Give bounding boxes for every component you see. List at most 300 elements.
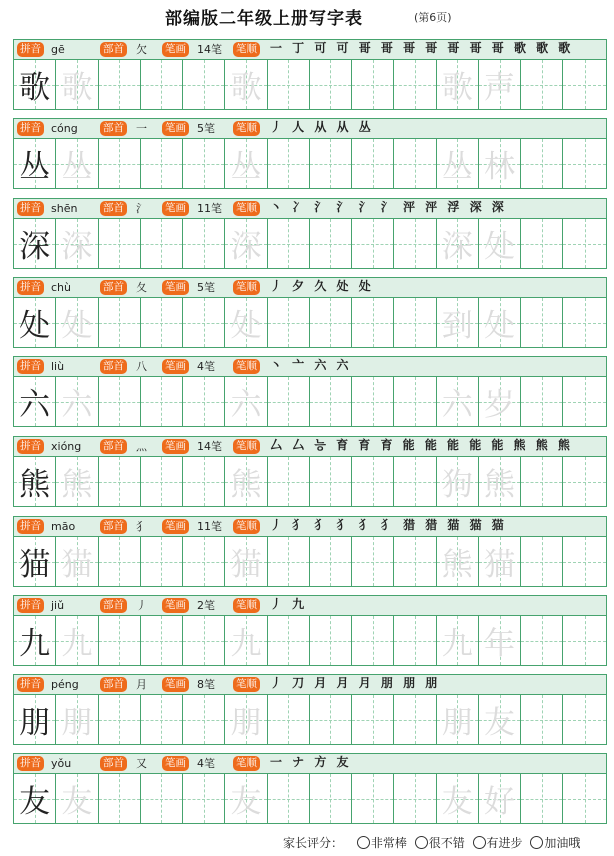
character-block <box>13 516 607 587</box>
rating-option-good[interactable]: 很不错 <box>415 836 465 850</box>
writing-grid <box>13 218 607 269</box>
pinyin-badge: 拼音 <box>17 677 44 692</box>
trace-character: 友 <box>61 784 93 820</box>
writing-cell[interactable] <box>310 774 352 823</box>
character-block <box>13 198 607 269</box>
radical-value: 欠 <box>136 43 147 56</box>
character-cell <box>225 537 267 586</box>
stroke-order-value: 丿 夕 久 处 处 <box>270 279 374 293</box>
character-info-row <box>13 118 607 139</box>
trace-character: 友 <box>230 784 262 820</box>
radio-circle-icon[interactable] <box>473 836 486 849</box>
writing-cell[interactable] <box>183 377 225 426</box>
stroke-order-badge: 笔顺 <box>233 280 260 295</box>
trace-character: 处 <box>230 308 262 344</box>
pinyin-value: liù <box>51 360 65 373</box>
example-character: 歌 <box>19 70 51 106</box>
word-character: 好 <box>484 784 516 820</box>
writing-cell[interactable] <box>310 60 352 109</box>
writing-cell[interactable] <box>352 377 394 426</box>
writing-cell[interactable] <box>521 60 563 109</box>
writing-cell[interactable] <box>563 774 605 823</box>
writing-cell[interactable] <box>141 616 183 665</box>
trace-character: 丛 <box>61 149 93 185</box>
writing-cell[interactable] <box>268 377 310 426</box>
writing-cell[interactable] <box>99 774 141 823</box>
pinyin-value: yǒu <box>51 757 72 770</box>
writing-cell[interactable] <box>521 139 563 188</box>
character-cell <box>437 219 479 268</box>
word-character: 声 <box>484 70 516 106</box>
writing-cell[interactable] <box>99 695 141 744</box>
character-cell <box>225 616 267 665</box>
writing-cell[interactable] <box>268 60 310 109</box>
character-cell <box>56 537 98 586</box>
writing-cell[interactable] <box>521 457 563 506</box>
stroke-order-badge: 笔顺 <box>233 42 260 57</box>
rating-option-improved[interactable]: 有进步 <box>473 836 523 850</box>
writing-cell[interactable] <box>183 457 225 506</box>
stroke-order-badge: 笔顺 <box>233 677 260 692</box>
stroke-order-value: 丿 九 <box>270 597 308 611</box>
word-character: 熊 <box>484 467 516 503</box>
character-block <box>13 356 607 427</box>
stroke-count-value: 4笔 <box>197 757 215 770</box>
word-character: 歌 <box>441 70 473 106</box>
stroke-count-value: 4笔 <box>197 360 215 373</box>
writing-cell[interactable] <box>141 298 183 347</box>
writing-cell[interactable] <box>310 537 352 586</box>
word-character: 猫 <box>484 547 516 583</box>
character-cell <box>437 139 479 188</box>
radical-value: 灬 <box>136 440 147 453</box>
character-cell <box>479 377 521 426</box>
stroke-count-value: 11笔 <box>197 202 222 215</box>
writing-cell[interactable] <box>352 774 394 823</box>
writing-cell[interactable] <box>141 457 183 506</box>
pinyin-badge: 拼音 <box>17 359 44 374</box>
writing-cell[interactable] <box>99 616 141 665</box>
radical-value: 一 <box>136 122 147 135</box>
stroke-count-badge: 笔画 <box>162 439 189 454</box>
character-cell <box>56 457 98 506</box>
radical-badge: 部首 <box>100 598 127 613</box>
pinyin-value: māo <box>51 520 76 533</box>
writing-cell[interactable] <box>521 774 563 823</box>
writing-cell[interactable] <box>521 219 563 268</box>
trace-character: 熊 <box>230 467 262 503</box>
pinyin-value: cóng <box>51 122 78 135</box>
character-block <box>13 595 607 666</box>
writing-cell[interactable] <box>183 537 225 586</box>
writing-cell[interactable] <box>141 377 183 426</box>
radical-value: 八 <box>136 360 147 373</box>
word-character: 到 <box>441 308 473 344</box>
character-cell <box>14 774 56 823</box>
writing-cell[interactable] <box>563 60 605 109</box>
writing-cell[interactable] <box>394 774 436 823</box>
stroke-order-badge: 笔顺 <box>233 121 260 136</box>
pinyin-badge: 拼音 <box>17 756 44 771</box>
example-character: 深 <box>19 229 51 265</box>
word-character: 友 <box>484 705 516 741</box>
writing-cell[interactable] <box>394 298 436 347</box>
writing-cell[interactable] <box>310 616 352 665</box>
pinyin-value: gē <box>51 43 65 56</box>
trace-character: 丛 <box>230 149 262 185</box>
character-cell <box>437 377 479 426</box>
character-cell <box>479 774 521 823</box>
radical-badge: 部首 <box>100 359 127 374</box>
pinyin-badge: 拼音 <box>17 42 44 57</box>
writing-cell[interactable] <box>268 298 310 347</box>
example-character: 处 <box>19 308 51 344</box>
character-cell <box>14 60 56 109</box>
character-cell <box>14 457 56 506</box>
character-cell <box>225 298 267 347</box>
trace-character: 六 <box>61 387 93 423</box>
example-character: 九 <box>19 626 51 662</box>
stroke-order-badge: 笔顺 <box>233 756 260 771</box>
writing-cell[interactable] <box>183 616 225 665</box>
writing-cell[interactable] <box>563 457 605 506</box>
writing-cell[interactable] <box>183 774 225 823</box>
writing-cell[interactable] <box>563 298 605 347</box>
word-character: 九 <box>441 626 473 662</box>
writing-cell[interactable] <box>141 219 183 268</box>
writing-cell[interactable] <box>563 219 605 268</box>
writing-cell[interactable] <box>563 139 605 188</box>
character-block <box>13 39 607 110</box>
writing-cell[interactable] <box>310 377 352 426</box>
example-character: 丛 <box>19 149 51 185</box>
example-character: 熊 <box>19 467 51 503</box>
stroke-count-value: 5笔 <box>197 122 215 135</box>
pinyin-value: jiǔ <box>51 599 65 612</box>
example-character: 六 <box>19 387 51 423</box>
writing-cell[interactable] <box>521 537 563 586</box>
character-cell <box>479 695 521 744</box>
writing-cell[interactable] <box>521 377 563 426</box>
example-character: 友 <box>19 784 51 820</box>
writing-cell[interactable] <box>183 695 225 744</box>
trace-character: 九 <box>61 626 93 662</box>
word-character: 处 <box>484 308 516 344</box>
character-cell <box>14 298 56 347</box>
writing-cell[interactable] <box>99 219 141 268</box>
trace-character: 歌 <box>61 70 93 106</box>
writing-cell[interactable] <box>268 616 310 665</box>
character-cell <box>14 537 56 586</box>
character-cell <box>56 774 98 823</box>
writing-cell[interactable] <box>99 60 141 109</box>
writing-cell[interactable] <box>268 774 310 823</box>
character-cell <box>56 298 98 347</box>
radical-value: 犭 <box>136 520 147 533</box>
writing-cell[interactable] <box>521 298 563 347</box>
character-cell <box>14 377 56 426</box>
character-cell <box>14 219 56 268</box>
writing-grid <box>13 59 607 110</box>
character-cell <box>225 377 267 426</box>
character-cell <box>14 616 56 665</box>
stroke-count-badge: 笔画 <box>162 42 189 57</box>
trace-character: 猫 <box>61 547 93 583</box>
stroke-count-badge: 笔画 <box>162 519 189 534</box>
character-block <box>13 753 607 824</box>
writing-cell[interactable] <box>141 774 183 823</box>
pinyin-badge: 拼音 <box>17 519 44 534</box>
writing-cell[interactable] <box>352 298 394 347</box>
word-character: 年 <box>484 626 516 662</box>
stroke-order-value: 一 丁 可 可 哥 哥 哥 哥 哥 哥 哥 歌 歌 歌 <box>270 41 574 55</box>
radio-circle-icon[interactable] <box>357 836 370 849</box>
writing-cell[interactable] <box>183 298 225 347</box>
writing-cell[interactable] <box>521 695 563 744</box>
character-cell <box>479 616 521 665</box>
pinyin-value: xióng <box>51 440 82 453</box>
radio-circle-icon[interactable] <box>530 836 543 849</box>
character-cell <box>479 139 521 188</box>
stroke-order-badge: 笔顺 <box>233 359 260 374</box>
stroke-order-value: 丿 人 从 从 丛 <box>270 120 374 134</box>
writing-grid <box>13 773 607 824</box>
trace-character: 深 <box>230 229 262 265</box>
writing-cell[interactable] <box>99 377 141 426</box>
stroke-count-value: 2笔 <box>197 599 215 612</box>
character-cell <box>437 774 479 823</box>
radical-badge: 部首 <box>100 201 127 216</box>
writing-cell[interactable] <box>352 139 394 188</box>
stroke-order-badge: 笔顺 <box>233 201 260 216</box>
trace-character: 六 <box>230 387 262 423</box>
writing-cell[interactable] <box>394 377 436 426</box>
writing-cell[interactable] <box>352 219 394 268</box>
writing-grid <box>13 615 607 666</box>
writing-cell[interactable] <box>352 457 394 506</box>
radical-value: 夂 <box>136 281 147 294</box>
pinyin-value: shēn <box>51 202 78 215</box>
writing-cell[interactable] <box>352 695 394 744</box>
stroke-count-value: 14笔 <box>197 440 222 453</box>
character-block <box>13 277 607 348</box>
character-info-row <box>13 753 607 774</box>
radical-badge: 部首 <box>100 439 127 454</box>
word-character: 狗 <box>441 467 473 503</box>
character-block <box>13 674 607 745</box>
character-cell <box>437 616 479 665</box>
writing-cell[interactable] <box>394 60 436 109</box>
writing-cell[interactable] <box>268 537 310 586</box>
stroke-order-badge: 笔顺 <box>233 439 260 454</box>
page-title: 部编版二年级上册写字表 <box>165 9 363 29</box>
word-character: 六 <box>441 387 473 423</box>
character-cell <box>56 695 98 744</box>
radical-value: 丿 <box>136 599 147 612</box>
pinyin-badge: 拼音 <box>17 121 44 136</box>
stroke-order-badge: 笔顺 <box>233 598 260 613</box>
word-character: 处 <box>484 229 516 265</box>
writing-grid <box>13 138 607 189</box>
writing-cell[interactable] <box>141 537 183 586</box>
character-cell <box>479 298 521 347</box>
writing-cell[interactable] <box>310 457 352 506</box>
radical-value: 又 <box>136 757 147 770</box>
writing-grid <box>13 694 607 745</box>
radio-circle-icon[interactable] <box>415 836 428 849</box>
writing-cell[interactable] <box>394 695 436 744</box>
stroke-order-value: 丿 刀 月 月 月 朋 朋 朋 <box>270 676 441 690</box>
example-character: 猫 <box>19 547 51 583</box>
pinyin-badge: 拼音 <box>17 201 44 216</box>
stroke-count-badge: 笔画 <box>162 598 189 613</box>
radical-badge: 部首 <box>100 42 127 57</box>
character-cell <box>225 139 267 188</box>
stroke-count-value: 14笔 <box>197 43 222 56</box>
writing-cell[interactable] <box>183 219 225 268</box>
writing-cell[interactable] <box>310 219 352 268</box>
character-cell <box>14 139 56 188</box>
character-cell <box>479 219 521 268</box>
word-character: 友 <box>441 784 473 820</box>
writing-cell[interactable] <box>268 139 310 188</box>
stroke-count-badge: 笔画 <box>162 280 189 295</box>
writing-cell[interactable] <box>563 537 605 586</box>
radical-badge: 部首 <box>100 280 127 295</box>
stroke-order-value: 一 ナ 方 友 <box>270 755 352 769</box>
character-block <box>13 436 607 507</box>
trace-character: 朋 <box>230 705 262 741</box>
character-cell <box>56 139 98 188</box>
pinyin-badge: 拼音 <box>17 439 44 454</box>
character-cell <box>437 695 479 744</box>
stroke-count-value: 11笔 <box>197 520 222 533</box>
writing-cell[interactable] <box>99 298 141 347</box>
writing-cell[interactable] <box>352 60 394 109</box>
trace-character: 处 <box>61 308 93 344</box>
pinyin-value: péng <box>51 678 79 691</box>
stroke-count-value: 8笔 <box>197 678 215 691</box>
stroke-count-badge: 笔画 <box>162 121 189 136</box>
trace-character: 猫 <box>230 547 262 583</box>
radical-badge: 部首 <box>100 121 127 136</box>
word-character: 朋 <box>441 705 473 741</box>
trace-character: 深 <box>61 229 93 265</box>
stroke-count-badge: 笔画 <box>162 677 189 692</box>
radical-badge: 部首 <box>100 756 127 771</box>
character-cell <box>479 537 521 586</box>
word-character: 丛 <box>441 149 473 185</box>
character-cell <box>479 457 521 506</box>
writing-grid <box>13 297 607 348</box>
writing-cell[interactable] <box>563 695 605 744</box>
pinyin-value: chù <box>51 281 71 294</box>
trace-character: 熊 <box>61 467 93 503</box>
writing-cell[interactable] <box>394 616 436 665</box>
character-info-row <box>13 516 607 537</box>
writing-cell[interactable] <box>99 457 141 506</box>
character-cell <box>479 60 521 109</box>
character-cell <box>225 695 267 744</box>
writing-cell[interactable] <box>141 695 183 744</box>
writing-grid <box>13 376 607 427</box>
writing-cell[interactable] <box>268 457 310 506</box>
writing-cell[interactable] <box>141 60 183 109</box>
writing-cell[interactable] <box>352 537 394 586</box>
character-info-row <box>13 39 607 60</box>
character-cell <box>56 616 98 665</box>
writing-cell[interactable] <box>521 616 563 665</box>
writing-cell[interactable] <box>563 377 605 426</box>
stroke-count-badge: 笔画 <box>162 201 189 216</box>
writing-cell[interactable] <box>99 139 141 188</box>
writing-cell[interactable] <box>99 537 141 586</box>
character-cell <box>56 219 98 268</box>
word-character: 林 <box>484 149 516 185</box>
writing-cell[interactable] <box>268 695 310 744</box>
trace-character: 歌 <box>230 70 262 106</box>
character-cell <box>225 219 267 268</box>
writing-cell[interactable] <box>183 60 225 109</box>
character-cell <box>225 457 267 506</box>
page-number: (第6页) <box>414 11 452 24</box>
character-info-row <box>13 277 607 298</box>
character-cell <box>437 60 479 109</box>
writing-cell[interactable] <box>394 219 436 268</box>
writing-cell[interactable] <box>141 139 183 188</box>
radical-value: 氵 <box>136 202 147 215</box>
writing-cell[interactable] <box>268 219 310 268</box>
writing-cell[interactable] <box>183 139 225 188</box>
stroke-order-badge: 笔顺 <box>233 519 260 534</box>
writing-cell[interactable] <box>394 139 436 188</box>
writing-cell[interactable] <box>310 139 352 188</box>
stroke-count-value: 5笔 <box>197 281 215 294</box>
stroke-order-value: 丶 冫 氵 氵 氵 氵 泙 泙 浮 深 深 <box>270 200 507 214</box>
radical-badge: 部首 <box>100 519 127 534</box>
example-character: 朋 <box>19 705 51 741</box>
writing-cell[interactable] <box>563 616 605 665</box>
character-block <box>13 118 607 189</box>
word-character: 深 <box>441 229 473 265</box>
rating-label: 家长评分： <box>283 836 344 850</box>
trace-character: 朋 <box>61 705 93 741</box>
character-info-row <box>13 595 607 616</box>
character-info-row <box>13 674 607 695</box>
parent-rating <box>283 834 580 852</box>
rating-option-keep-going[interactable]: 加油哦 <box>530 836 580 850</box>
writing-cell[interactable] <box>310 695 352 744</box>
character-cell <box>437 457 479 506</box>
word-character: 岁 <box>484 387 516 423</box>
writing-cell[interactable] <box>394 457 436 506</box>
character-info-row <box>13 436 607 457</box>
character-info-row <box>13 198 607 219</box>
stroke-count-badge: 笔画 <box>162 359 189 374</box>
page-header <box>0 0 614 36</box>
trace-character: 九 <box>230 626 262 662</box>
radical-badge: 部首 <box>100 677 127 692</box>
character-cell <box>56 377 98 426</box>
writing-cell[interactable] <box>310 298 352 347</box>
character-cell <box>14 695 56 744</box>
writing-cell[interactable] <box>352 616 394 665</box>
radical-value: 月 <box>136 678 147 691</box>
pinyin-badge: 拼音 <box>17 280 44 295</box>
pinyin-badge: 拼音 <box>17 598 44 613</box>
writing-cell[interactable] <box>394 537 436 586</box>
rating-option-excellent[interactable]: 非常棒 <box>357 836 407 850</box>
